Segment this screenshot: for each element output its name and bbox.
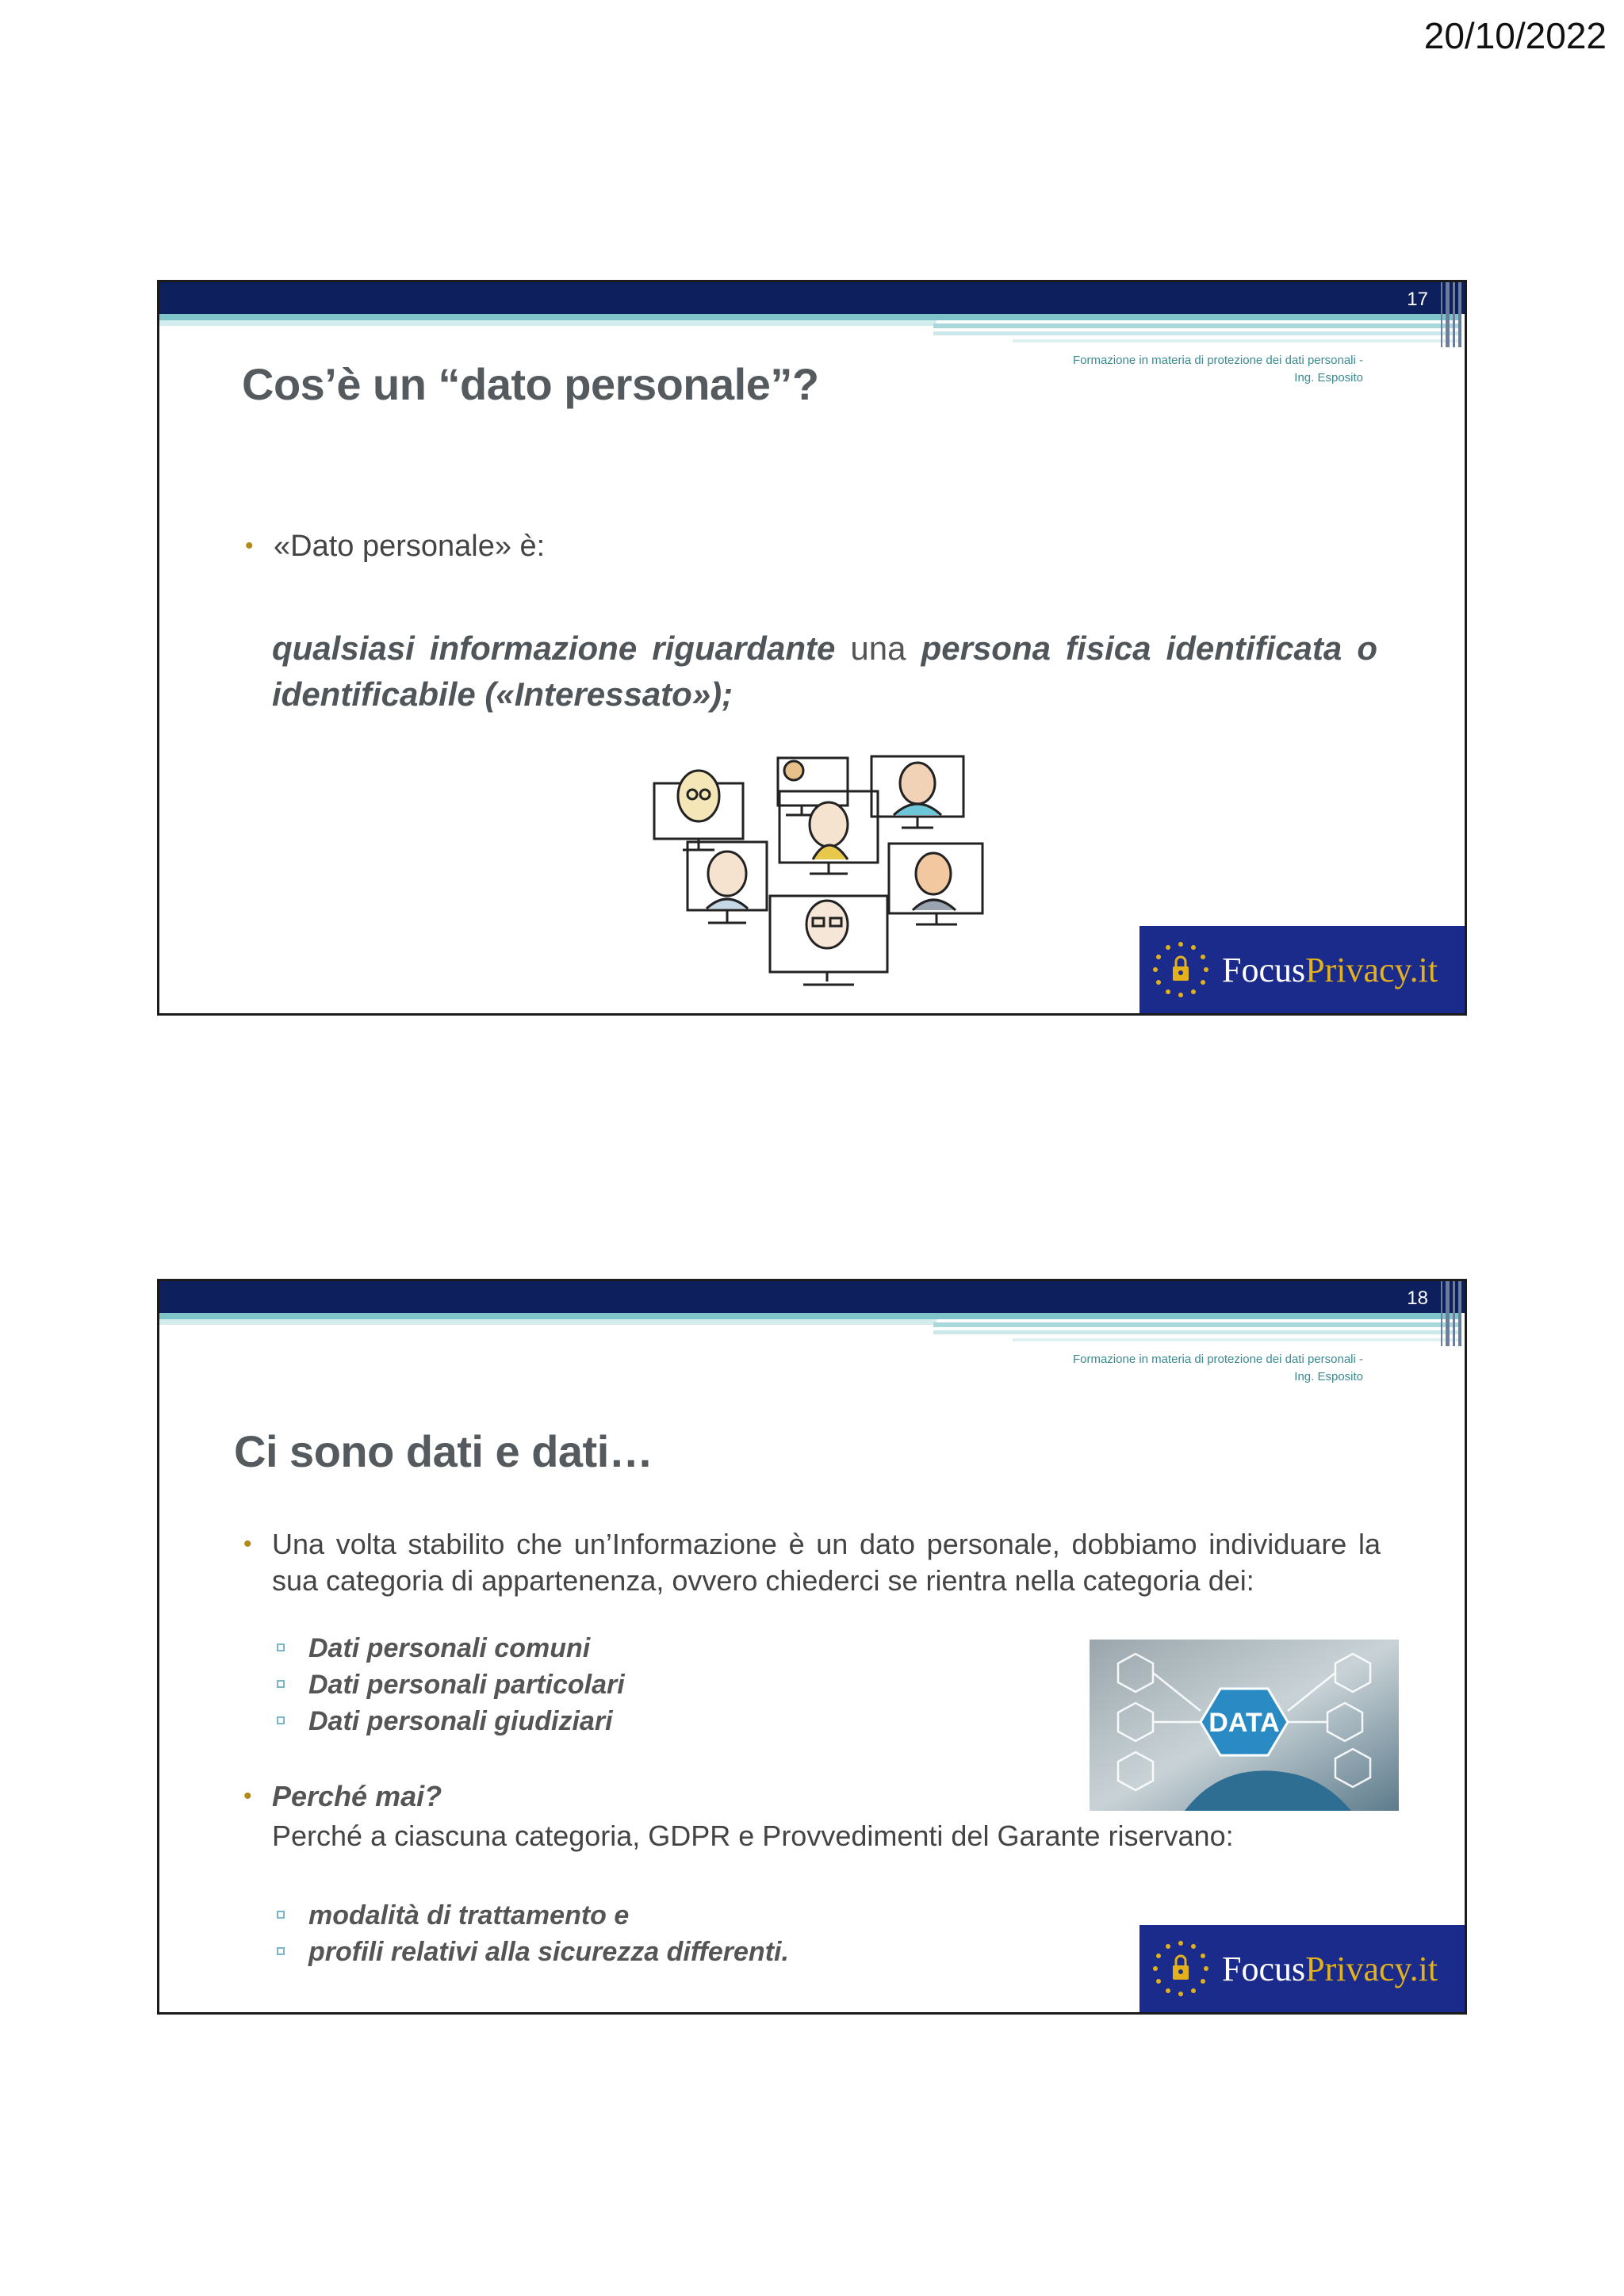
slide-18	[157, 1279, 1467, 2015]
bullet-dot-icon: •	[243, 1783, 252, 1809]
list-item: Dati personali particolari	[277, 1667, 625, 1703]
bullet-text: «Dato personale» è:	[274, 530, 546, 563]
header-note: Formazione in materia di protezione dei dati personali - Ing. Esposito	[1072, 1353, 1363, 1383]
definition-text	[272, 626, 1377, 718]
slide-number: 18	[1407, 1288, 1428, 1309]
data-label: DATA	[1208, 1708, 1280, 1738]
intro-paragraph: • Una volta stabilito che un’Informazione è un dato personale, dobbiamo individuare la sua categoria di appartenenza, ovvero chiederci se rientra nella categoria dei:	[243, 1528, 1381, 1597]
slide-number: 17	[1407, 289, 1428, 310]
definition-connector: una	[835, 629, 921, 667]
list-item: Dati personali giudiziari	[277, 1703, 625, 1739]
bullet-dot-icon: •	[243, 1531, 252, 1557]
definition-emphasis: persona fisica identificata o identificabile («Interessato»);	[272, 629, 1377, 713]
list-item: Dati personali comuni	[277, 1630, 625, 1667]
why-answer: Perché a ciascuna categoria, GDPR e Provvedimenti del Garante riservano:	[272, 1820, 1234, 1852]
header-note: Formazione in materia di protezione dei dati personali - Ing. Esposito	[1072, 354, 1363, 385]
people-on-screens-illustration	[651, 755, 1008, 989]
square-bullet-icon	[277, 1947, 285, 1955]
slide-header-bar	[159, 282, 1465, 314]
slide-17	[157, 280, 1467, 1016]
logo-wordmark: FocusPrivacy.it	[1222, 950, 1438, 989]
list-item: modalità di trattamento e	[277, 1897, 789, 1934]
list-item: profili relativi alla sicurezza differenti.	[277, 1934, 789, 1970]
focusprivacy-logo	[1139, 926, 1465, 1013]
square-bullet-icon	[277, 1716, 285, 1724]
data-categories-list	[277, 1630, 625, 1739]
slide-header-bar	[159, 1281, 1465, 1313]
square-bullet-icon	[277, 1911, 285, 1919]
slide-title: Ci sono dati e dati…	[234, 1426, 653, 1476]
eu-stars-lock-icon	[1147, 936, 1214, 1003]
focusprivacy-logo	[1139, 1925, 1465, 2012]
eu-stars-lock-icon	[1147, 1935, 1214, 2002]
square-bullet-icon	[277, 1680, 285, 1688]
square-bullet-icon	[277, 1644, 285, 1651]
why-question: Perché mai?	[272, 1780, 442, 1812]
logo-wordmark: FocusPrivacy.it	[1222, 1949, 1438, 1988]
why-bullet	[243, 1777, 1303, 1856]
bullet-dot-icon: •	[245, 533, 254, 559]
decorative-edge-bars	[1434, 282, 1461, 347]
decorative-edge-bars	[1434, 1281, 1461, 1346]
page-date: 20/10/2022	[1423, 15, 1607, 56]
slide-title: Cos’è un “dato personale”?	[242, 359, 819, 409]
definition-emphasis: qualsiasi informazione riguardante	[272, 629, 836, 667]
reasons-list	[277, 1897, 789, 1970]
bullet-item	[245, 528, 546, 564]
